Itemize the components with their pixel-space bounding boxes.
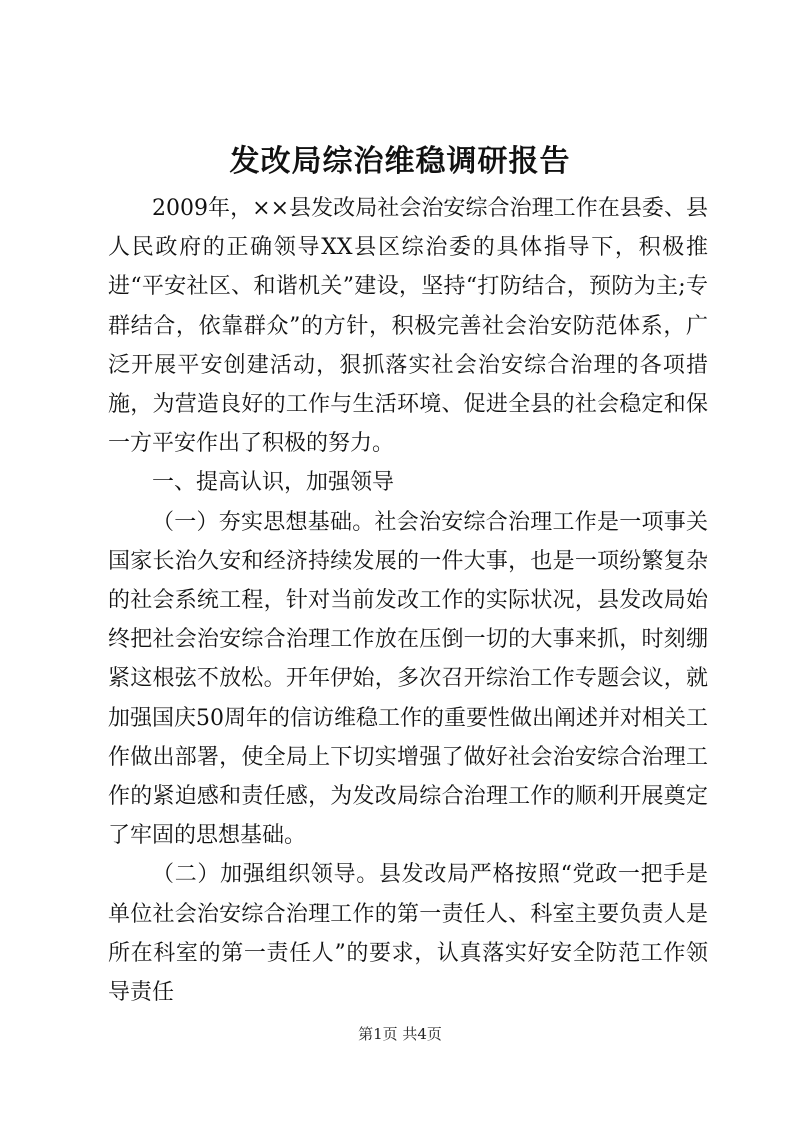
document-title: 发改局综治维稳调研报告 bbox=[229, 144, 571, 179]
document-body bbox=[108, 189, 708, 1012]
paragraph-intro: 2009年，××县发改局社会治安综合治理工作在县委、县人民政府的正确领导XX县区综治委的具体指导下，积极推进“平安社区、和谐机关”建设，坚持“打防结合，预防为主;专群结合，依靠群众”的方针，积极完善社会治安防范体系，广泛开展平安创建活动，狠抓落实社会治安综合治理的各项措施，为营造良好的工作与生活环境、促进全县的社会稳定和保一方平安作出了积极的努力。 bbox=[108, 196, 708, 457]
paragraph-subsection-1: （一）夯实思想基础。社会治安综合治理工作是一项事关国家长治久安和经济持续发展的一件大事，也是一项纷繁复杂的社会系统工程，针对当前发改工作的实际状况，县发改局始终把社会治安综合治理工作放在压倒一切的大事来抓，时刻绷紧这根弦不放松。开年伊始，多次召开综治工作专题会议，就加强国庆50周年的信访维稳工作的重要性做出阐述并对相关工作做出部署，使全局上下切实增强了做好社会治安综合治理工作的紧迫感和责任感，为发改局综合治理工作的顺利开展奠定了牢固的思想基础。 bbox=[108, 509, 708, 849]
page-footer: 第1页 共4页 bbox=[358, 1025, 442, 1043]
section-heading-1: 一、提高认识，加强领导 bbox=[152, 470, 395, 496]
paragraph-subsection-2: （二）加强组织领导。县发改局严格按照“党政一把手是单位社会治安综合治理工作的第一责任人、科室主要负责人是所在科室的第一责任人”的要求，认真落实好安全防范工作领导责任 bbox=[108, 862, 708, 1006]
